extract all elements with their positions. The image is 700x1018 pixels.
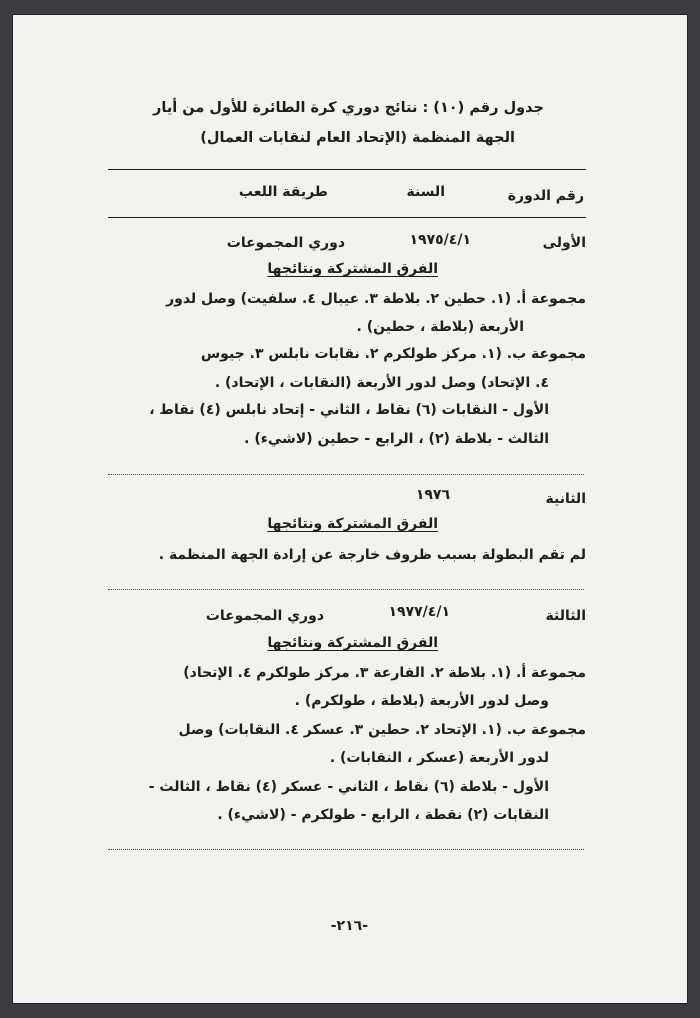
text-line: ٤. الإتحاد) وصل لدور الأربعة (النقابات ، الإتحاد) .	[214, 375, 549, 391]
text-line: الأربعة (بلاطة ، حطين) .	[356, 319, 524, 335]
header-edition: رقم الدورة	[507, 188, 584, 204]
section-subheading: الفرق المشتركة ونتائجها	[267, 635, 438, 651]
text-line: مجموعة أ. (١. حطين ٢. بلاطة ٣. عيبال ٤. سلفيت) وصل لدور	[166, 291, 586, 307]
text-line: لم تقم البطولة بسبب ظروف خارجة عن إرادة الجهة المنظمة .	[158, 547, 586, 563]
text-line: لدور الأربعة (عسكر ، النقابات) .	[329, 750, 549, 766]
header-year: السنة	[406, 184, 445, 200]
section-divider	[108, 589, 584, 590]
table-title: جدول رقم (١٠) : نتائج دوري كرة الطائرة للأول من أيار	[153, 100, 544, 116]
section-subheading: الفرق المشتركة ونتائجها	[267, 261, 438, 277]
text-line: مجموعة أ. (١. بلاطة ٢. الفارعة ٣. مركز طولكرم ٤. الإتحاد)	[183, 665, 586, 681]
organizer-line: الجهة المنظمة (الإتحاد العام لنقابات العمال)	[200, 130, 515, 146]
edition-name: الثالثة	[545, 608, 586, 624]
edition-name: الأولى	[542, 235, 586, 251]
page-number: -٢١٦-	[330, 918, 368, 934]
text-line: الثالث - بلاطة (٢) ، الرابع - حطين (لاشيء) .	[244, 431, 549, 447]
edition-name: الثانية	[545, 491, 586, 507]
text-line: الأول - بلاطة (٦) نقاط ، الثاني - عسكر (٤) نقاط ، الثالث -	[148, 779, 549, 795]
edition-method: دوري المجموعات	[226, 235, 345, 251]
section-divider	[108, 849, 584, 850]
text-line: وصل لدور الأربعة (بلاطة ، طولكرم) .	[294, 693, 549, 709]
section-divider	[108, 474, 584, 475]
section-subheading: الفرق المشتركة ونتائجها	[267, 516, 438, 532]
edition-date: ١٩٧٥/٤/١	[409, 232, 471, 248]
text-line: مجموعة ب. (١. مركز طولكرم ٢. نقابات نابلس ٣. جيوس	[200, 346, 586, 362]
edition-date: ١٩٧٧/٤/١	[388, 604, 450, 620]
edition-date: ١٩٧٦	[415, 487, 450, 503]
header-top-rule	[108, 169, 586, 170]
text-line: الأول - النقابات (٦) نقاط ، الثاني - إتحاد نابلس (٤) نقاط ،	[149, 402, 549, 418]
header-bottom-rule	[108, 217, 586, 218]
document-page	[14, 16, 686, 1002]
edition-method: دوري المجموعات	[205, 608, 324, 624]
text-line: مجموعة ب. (١. الإتحاد ٢. حطين ٣. عسكر ٤. النقابات) وصل	[178, 722, 586, 738]
header-method: طريقة اللعب	[238, 184, 328, 200]
text-line: النقابات (٢) نقطة ، الرابع - طولكرم - (لاشيء) .	[217, 807, 549, 823]
